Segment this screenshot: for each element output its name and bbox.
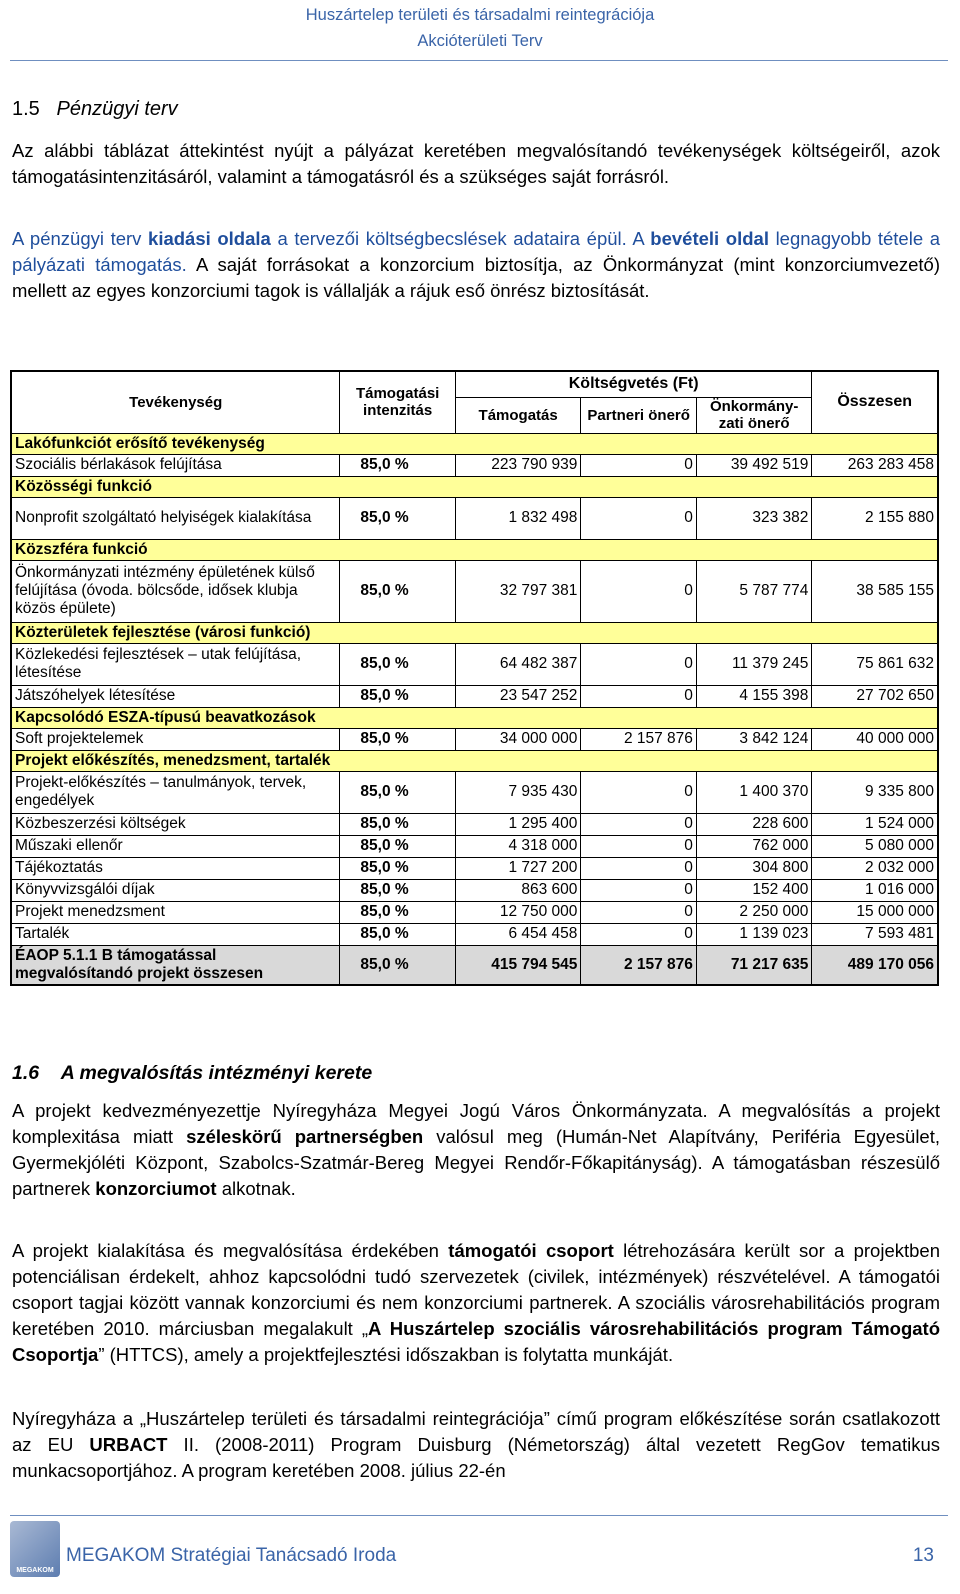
header-divider xyxy=(10,60,948,61)
cell-activity: Szociális bérlakások felújítása xyxy=(11,454,340,476)
table-group-row xyxy=(11,433,938,454)
table-group-row xyxy=(11,750,938,771)
table-row xyxy=(11,643,938,685)
col-support: Támogatás xyxy=(455,397,581,433)
cell-support: 64 482 387 xyxy=(455,643,581,685)
cell-partner: 0 xyxy=(581,771,696,813)
col-intensity: Támogatási intenzitás xyxy=(340,371,455,433)
cell-total: 263 283 458 xyxy=(812,454,938,476)
cell-activity: Projekt menedzsment xyxy=(11,901,340,923)
cell-total: 75 861 632 xyxy=(812,643,938,685)
footer-org: MEGAKOM Stratégiai Tanácsadó Iroda xyxy=(66,1545,397,1566)
cell-municipal: 152 400 xyxy=(696,879,811,901)
cell-support: 1 295 400 xyxy=(455,813,581,835)
col-partner: Partneri önerő xyxy=(581,397,696,433)
cell-support: 6 454 458 xyxy=(455,923,581,945)
cell-municipal: 39 492 519 xyxy=(696,454,811,476)
cell-support: 7 935 430 xyxy=(455,771,581,813)
cell-activity: Műszaki ellenőr xyxy=(11,835,340,857)
cell-partner: 0 xyxy=(581,560,696,622)
cell-support: 4 318 000 xyxy=(455,835,581,857)
cell-municipal: 762 000 xyxy=(696,835,811,857)
table-row xyxy=(11,685,938,707)
table-row xyxy=(11,497,938,539)
cell-total: 489 170 056 xyxy=(812,945,938,985)
cell-support: 32 797 381 xyxy=(455,560,581,622)
cell-municipal: 1 400 370 xyxy=(696,771,811,813)
table-row xyxy=(11,835,938,857)
cell-partner: 2 157 876 xyxy=(581,728,696,750)
cell-intensity: 85,0 % xyxy=(340,901,455,923)
cell-support: 34 000 000 xyxy=(455,728,581,750)
financial-table xyxy=(10,370,939,986)
cell-municipal: 71 217 635 xyxy=(696,945,811,985)
cell-municipal: 2 250 000 xyxy=(696,901,811,923)
cell-support: 223 790 939 xyxy=(455,454,581,476)
table-row xyxy=(11,560,938,622)
cell-total: 9 335 800 xyxy=(812,771,938,813)
page-number: 13 xyxy=(912,1545,934,1566)
col-budget: Költségvetés (Ft) xyxy=(455,371,812,397)
cell-partner: 0 xyxy=(581,923,696,945)
cell-partner: 0 xyxy=(581,835,696,857)
cell-total: 7 593 481 xyxy=(812,923,938,945)
cell-activity: Könyvvizsgálói díjak xyxy=(11,879,340,901)
cell-activity: Soft projektelemek xyxy=(11,728,340,750)
cell-intensity: 85,0 % xyxy=(340,728,455,750)
paragraph-urbact: Nyíregyháza a „Huszártelep területi és társadalmi reintegrációja” című program előkészítése során csatlakozott az EU URBACT II. (2008-2011) Program Duisburg (Németország) által vezetett RegGov tematikus munkacsoportjához. A program keretében 2008. július 22-én xyxy=(12,1408,940,1481)
cell-activity: Önkormányzati intézmény épületének külső felújítása (óvoda. bölcsőde, idősek klubja közös épülete) xyxy=(11,560,340,622)
cell-support: 1 832 498 xyxy=(455,497,581,539)
cell-partner: 0 xyxy=(581,857,696,879)
cell-total: 38 585 155 xyxy=(812,560,938,622)
group-title: Közösségi funkció xyxy=(11,476,938,497)
paragraph-intro: Az alábbi táblázat áttekintést nyújt a pályázat keretében megvalósítandó tevékenységek költségeiről, azok támogatásintenzitásáról, valamint a támogatásról és a szükséges saját forrásról. xyxy=(12,140,940,187)
megakom-logo: MEGAKOM xyxy=(10,1521,60,1577)
table-row xyxy=(11,728,938,750)
group-title: Kapcsolódó ESZA-típusú beavatkozások xyxy=(11,707,938,728)
table-row xyxy=(11,857,938,879)
cell-total: 2 032 000 xyxy=(812,857,938,879)
cell-activity: Közlekedési fejlesztések – utak felújítása, létesítése xyxy=(11,643,340,685)
header-subtitle: Akcióterületi Terv xyxy=(417,32,543,50)
section-number: 1.5 xyxy=(12,98,40,120)
paragraph-financial-plan: A pénzügyi terv kiadási oldala a tervezői költségbecslések adataira épül. A bevételi oldal legnagyobb tétele a pályázati támogatás. A saját forrásokat a konzorcium biztosítja, az Önkormányzat (mint konzorciumvezető) mellett az egyes konzorciumi tagok is vállalják a rájuk eső önrész biztosítását. xyxy=(12,228,940,301)
cell-total: 40 000 000 xyxy=(812,728,938,750)
cell-support: 1 727 200 xyxy=(455,857,581,879)
cell-intensity: 85,0 % xyxy=(340,685,455,707)
group-title: Projekt előkészítés, menedzsment, tartalék xyxy=(11,750,938,771)
table-row xyxy=(11,454,938,476)
cell-partner: 0 xyxy=(581,813,696,835)
cell-intensity: 85,0 % xyxy=(340,835,455,857)
cell-intensity: 85,0 % xyxy=(340,945,455,985)
cell-support: 415 794 545 xyxy=(455,945,581,985)
col-activity: Tevékenység xyxy=(11,371,340,433)
cell-support: 12 750 000 xyxy=(455,901,581,923)
group-title: Közterületek fejlesztése (városi funkció) xyxy=(11,622,938,643)
cell-municipal: 11 379 245 xyxy=(696,643,811,685)
cell-municipal: 4 155 398 xyxy=(696,685,811,707)
cell-activity: Tájékoztatás xyxy=(11,857,340,879)
cell-municipal: 1 139 023 xyxy=(696,923,811,945)
cell-partner: 0 xyxy=(581,497,696,539)
cell-municipal: 3 842 124 xyxy=(696,728,811,750)
table-row xyxy=(11,813,938,835)
col-total: Összesen xyxy=(812,371,938,433)
paragraph-beneficiary: A projekt kedvezményezettje Nyíregyháza Megyei Jogú Város Önkormányzata. A megvalósítás a projekt komplexitása miatt széleskörű partnerségben valósul meg (Humán-Net Alapítvány, Periféria Egyesület, Gyermekjóléti Központ, Szabolcs-Szatmár-Bereg Megyei Rendőr-Főkapitányság). A támogatásban részesülő partnerek konzorciumot alkotnak. xyxy=(12,1100,940,1199)
cell-intensity: 85,0 % xyxy=(340,879,455,901)
cell-activity: Nonprofit szolgáltató helyiségek kialakítása xyxy=(11,497,340,539)
cell-total: 2 155 880 xyxy=(812,497,938,539)
table-group-row xyxy=(11,707,938,728)
cell-intensity: 85,0 % xyxy=(340,813,455,835)
cell-partner: 0 xyxy=(581,901,696,923)
col-municipal: Önkormány-zati önerő xyxy=(696,397,811,433)
cell-municipal: 5 787 774 xyxy=(696,560,811,622)
cell-total: 27 702 650 xyxy=(812,685,938,707)
cell-activity: Tartalék xyxy=(11,923,340,945)
paragraph-support-group: A projekt kialakítása és megvalósítása érdekében támogatói csoport létrehozására került sor a projektben potenciálisan érdekelt, ahhoz kapcsolódni tudó szervezetek (civilek, intézmények) részvételével. A támogatói csoport tagjai között vannak konzorciumi és nem konzorciumi partnerek. A szociális városrehabilitációs program keretében 2010. márciusban megalakult „A Huszártelep szociális városrehabilitációs program Támogató Csoportja” (HTTCS), amely a projektfejlesztési időszakban is folytatta munkáját. xyxy=(12,1240,940,1365)
table-row xyxy=(11,771,938,813)
cell-intensity: 85,0 % xyxy=(340,857,455,879)
cell-total: 1 524 000 xyxy=(812,813,938,835)
group-title: Közszféra funkció xyxy=(11,539,938,560)
table-row xyxy=(11,923,938,945)
section-heading-1-6: 1.6 A megvalósítás intézményi kerete xyxy=(12,1062,373,1084)
cell-partner: 0 xyxy=(581,879,696,901)
cell-municipal: 323 382 xyxy=(696,497,811,539)
cell-activity: Projekt-előkészítés – tanulmányok, tervek, engedélyek xyxy=(11,771,340,813)
cell-partner: 0 xyxy=(581,643,696,685)
cell-activity: Közbeszerzési költségek xyxy=(11,813,340,835)
section-heading-1-5 xyxy=(12,98,178,121)
table-group-row xyxy=(11,539,938,560)
cell-intensity: 85,0 % xyxy=(340,643,455,685)
table-row xyxy=(11,901,938,923)
cell-intensity: 85,0 % xyxy=(340,454,455,476)
cell-activity: Játszóhelyek létesítése xyxy=(11,685,340,707)
table-group-row xyxy=(11,622,938,643)
cell-support: 23 547 252 xyxy=(455,685,581,707)
cell-municipal: 228 600 xyxy=(696,813,811,835)
table-row xyxy=(11,945,938,985)
section-title: Pénzügyi terv xyxy=(56,98,178,120)
cell-partner: 0 xyxy=(581,685,696,707)
cell-total: 5 080 000 xyxy=(812,835,938,857)
header-title: Huszártelep területi és társadalmi reintegrációja xyxy=(305,6,655,24)
footer-divider xyxy=(10,1515,948,1516)
cell-partner: 0 xyxy=(581,454,696,476)
cell-municipal: 304 800 xyxy=(696,857,811,879)
cell-support: 863 600 xyxy=(455,879,581,901)
cell-partner: 2 157 876 xyxy=(581,945,696,985)
cell-total: 15 000 000 xyxy=(812,901,938,923)
table-row xyxy=(11,879,938,901)
cell-intensity: 85,0 % xyxy=(340,497,455,539)
table-group-row xyxy=(11,476,938,497)
cell-activity: ÉAOP 5.1.1 B támogatással megvalósítandó projekt összesen xyxy=(11,945,340,985)
cell-intensity: 85,0 % xyxy=(340,560,455,622)
cell-intensity: 85,0 % xyxy=(340,771,455,813)
group-title: Lakófunkciót erősítő tevékenység xyxy=(11,433,938,454)
cell-total: 1 016 000 xyxy=(812,879,938,901)
cell-intensity: 85,0 % xyxy=(340,923,455,945)
